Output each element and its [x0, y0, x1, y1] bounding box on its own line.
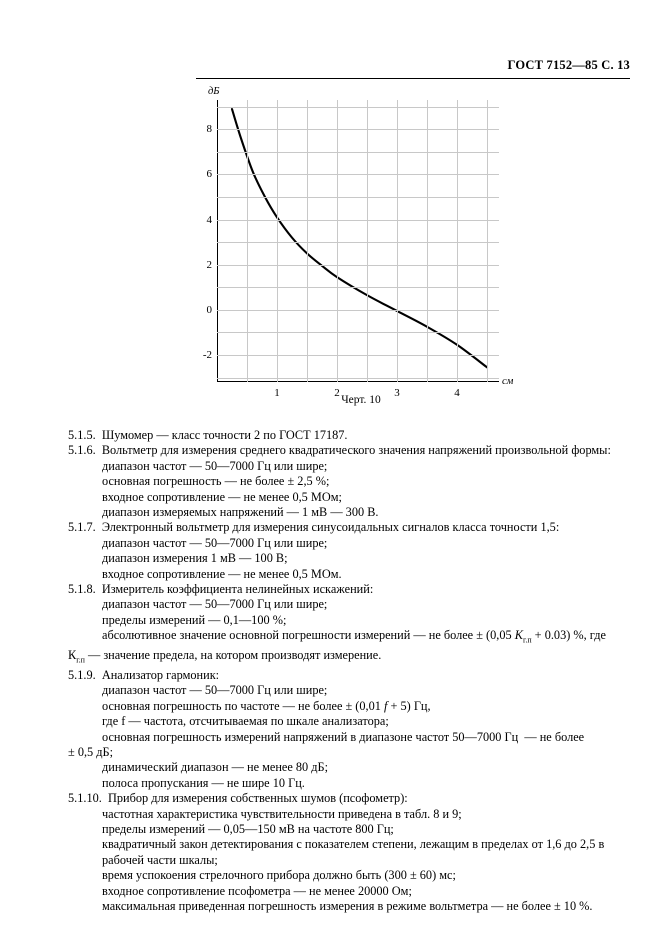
clause-5-1-8: 5.1.8. Измеритель коэффициента нелинейных искажений: [68, 582, 374, 597]
text-fragment: абсолютивное значение основной погрешности измерений — не более ± (0,05 [102, 628, 515, 643]
y-axis-tick-label: 0 [206, 303, 212, 316]
clause-5-1-7-item-2: диапазон измерения 1 мВ — 100 В; [102, 551, 288, 566]
clause-5-1-6: 5.1.6. Вольтметр для измерения среднего квадратического значения напряжений произвольной формы: [68, 443, 611, 458]
clause-5-1-6-item-2: основная погрешность — не более ± 2,5 %; [102, 474, 330, 489]
symbol-k-2: К [68, 648, 77, 663]
clause-5-1-7-item-3: входное сопротивление — не менее 0,5 МОм. [102, 566, 342, 581]
clause-5-1-10-item-3: квадратичный закон детектирования с показателем степени, лежащим в пределах от 1,6 до 2,5 в рабочей части шкалы; [102, 837, 608, 867]
y-axis-tick-label: 6 [206, 168, 212, 181]
gridline-vertical [457, 100, 458, 382]
symbol-k-2-subscript: г.п [76, 655, 85, 665]
gridline-vertical [247, 100, 248, 382]
x-axis-unit-label: см [502, 376, 514, 387]
clause-5-1-10-item-4: время успокоения стрелочного прибора должно быть (300 ± 60) мс; [102, 868, 456, 883]
gridline-horizontal [217, 242, 499, 243]
gridline-vertical [487, 100, 488, 382]
clause-5-1-8-item-3-cont [68, 648, 628, 668]
clause-5-1-6-item-4: диапазон измеряемых напряжений — 1 мВ — 300 В. [102, 505, 379, 520]
gridline-vertical [427, 100, 428, 382]
plot-area [202, 100, 499, 399]
gridline-vertical [307, 100, 308, 382]
clause-5-1-10: 5.1.10. Прибор для измерения собственных шумов (псофометр): [68, 791, 408, 806]
gridline-horizontal [217, 174, 499, 175]
y-axis-tick-label: 2 [206, 258, 212, 271]
symbol-k: K [514, 628, 523, 643]
gridline-horizontal [217, 355, 499, 356]
figure-chart-10 [196, 86, 526, 406]
gridline-horizontal [217, 220, 499, 221]
page-header: ГОСТ 7152—85 С. 13 [507, 58, 630, 72]
clause-5-1-6-item-1: диапазон частот — 50—7000 Гц или шире; [102, 458, 328, 473]
clause-5-1-9-item-1: диапазон частот — 50—7000 Гц или шире; [102, 683, 328, 698]
gridline-horizontal [217, 332, 499, 333]
gridline-horizontal [217, 107, 499, 108]
x-axis-tick-label: 3 [394, 387, 400, 399]
clause-5-1-10-item-5: входное сопротивление псофометра — не менее 20000 Ом; [102, 883, 412, 898]
symbol-f: f [384, 698, 388, 713]
gridline-vertical [337, 100, 338, 382]
clause-5-1-6-item-3: входное сопротивление — не менее 0,5 МОм; [102, 489, 342, 504]
gridline-horizontal [217, 197, 499, 198]
y-axis-unit-label: дБ [208, 86, 220, 97]
clause-5-1-8-item-1: диапазон частот — 50—7000 Гц или шире; [102, 597, 328, 612]
text-fragment: + 5) Гц, [387, 698, 431, 713]
gridline-horizontal [217, 378, 499, 379]
clause-5-1-9-item-6: полоса пропускания — не шире 10 Гц. [102, 775, 305, 790]
clause-5-1-9: 5.1.9. Анализатор гармоник: [68, 668, 220, 682]
clause-5-1-7-item-1: диапазон частот — 50—7000 Гц или шире; [102, 535, 328, 550]
y-axis-tick-label: -2 [202, 348, 212, 361]
y-axis-tick-label: 4 [206, 213, 212, 226]
text-fragment: — значение предела, на котором производят измерение. [84, 648, 382, 663]
gridline-horizontal [217, 287, 499, 288]
clause-5-1-8-item-2: пределы измерений — 0,1—100 %; [102, 612, 287, 627]
text-fragment: основная погрешность по частоте — не более ± (0,01 [102, 698, 384, 713]
document-body [68, 428, 628, 915]
y-axis-tick-label: 8 [206, 123, 212, 136]
clause-5-1-8-item-3 [68, 628, 628, 648]
gridline-vertical [397, 100, 398, 382]
clause-5-1-9-item-5: динамический диапазон — не менее 80 дБ; [102, 760, 329, 775]
x-axis-tick-label: 2 [334, 387, 340, 399]
gridline-horizontal [217, 129, 499, 130]
clause-5-1-5: 5.1.5. Шумомер — класс точности 2 по ГОСТ 17187. [68, 428, 348, 442]
clause-5-1-10-item-2: пределы измерений — 0,05—150 мВ на частоте 800 Гц; [102, 822, 394, 837]
clause-5-1-9-item-4-cont: ± 0,5 дБ; [68, 745, 114, 760]
gridline-horizontal [217, 265, 499, 266]
x-axis-tick-label: 1 [274, 387, 280, 399]
header-divider [196, 78, 630, 79]
symbol-k-subscript: г.п [522, 635, 532, 645]
gridline-horizontal [217, 310, 499, 311]
gridline-vertical [367, 100, 368, 382]
clause-5-1-9-item-2 [68, 699, 628, 714]
x-axis-tick-label: 4 [454, 387, 460, 399]
clause-5-1-10-item-6: максимальная приведенная погрешность измерения в режиме вольтметра — не более ± 10 %. [102, 899, 593, 914]
clause-5-1-10-item-1: частотная характеристика чувствительности приведена в табл. 8 и 9; [102, 806, 462, 821]
clause-5-1-9-item-4: основная погрешность измерений напряжений в диапазоне частот 50—7000 Гц — не более [102, 729, 585, 744]
text-fragment: + 0.03) %, где [531, 628, 606, 643]
gridline-horizontal [217, 152, 499, 153]
clause-5-1-7: 5.1.7. Электронный вольтметр для измерения синусоидальных сигналов класса точности 1,5: [68, 520, 560, 535]
clause-5-1-9-item-3: где f — частота, отсчитываемая по шкале анализатора; [102, 714, 389, 729]
gridline-vertical [277, 100, 278, 382]
figure-caption: Черт. 10 [341, 394, 381, 406]
